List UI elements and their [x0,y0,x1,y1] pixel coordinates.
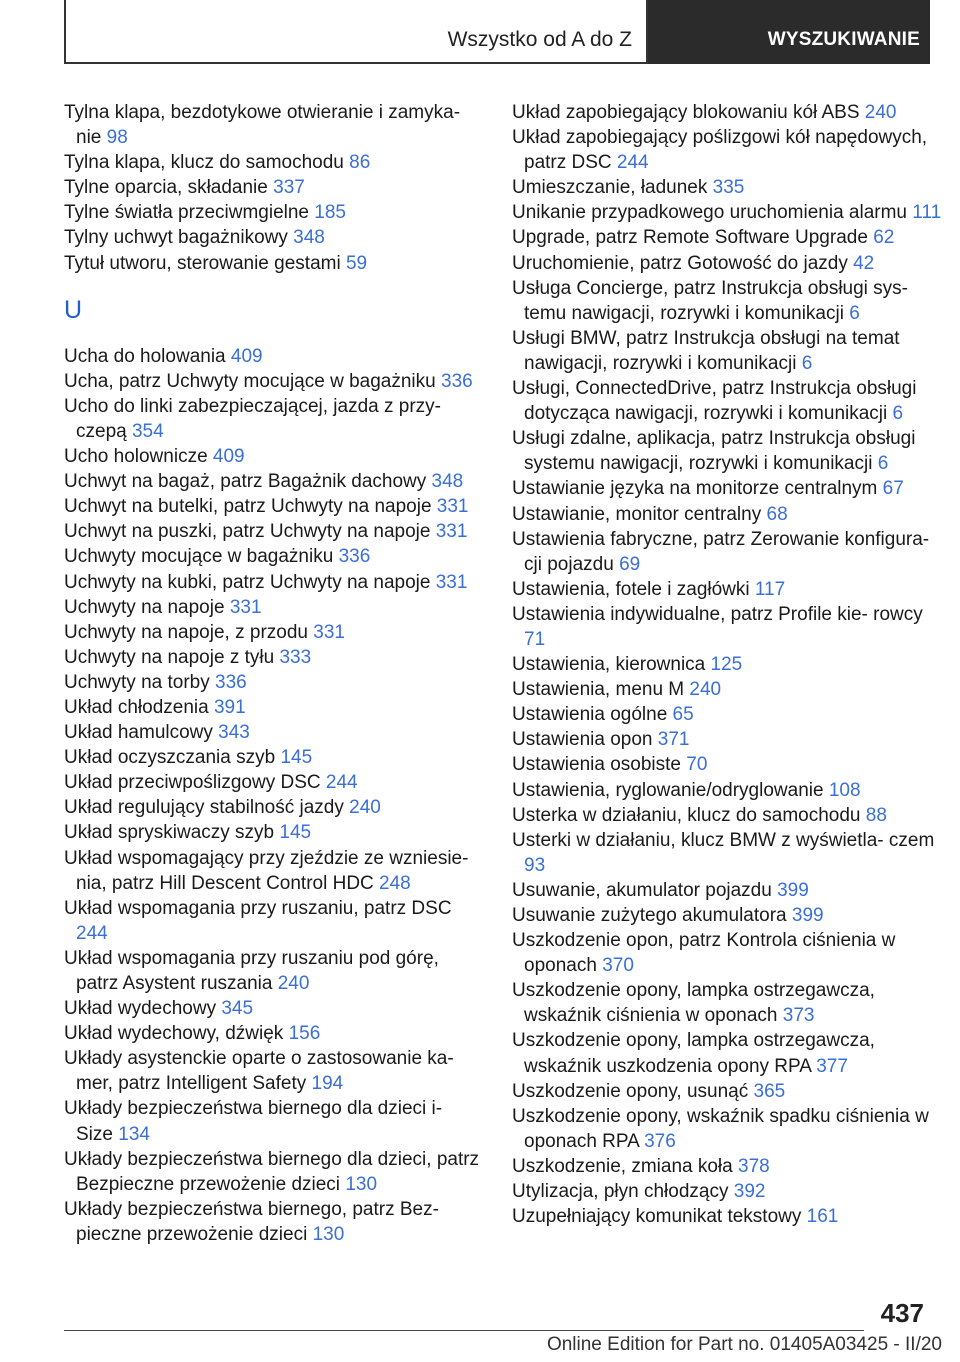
index-entry-text: Usterka w działaniu, klucz do samochodu [512,804,866,826]
index-entry-text: Układ wspomagania przy ruszaniu pod górę, patrz Asystent ruszania [64,947,439,994]
index-entry [64,996,484,1021]
page-reference-link[interactable]: 331 [313,621,345,643]
page-reference-link[interactable]: 336 [215,671,247,693]
index-entry [512,677,942,702]
index-entry-text: Uszkodzenie opony, lampka ostrzegawcza, wskaźnik ciśnienia w oponach [512,980,875,1027]
index-entry-text: Ustawianie języka na monitorze centralnym [512,478,883,500]
page-reference-link[interactable]: 365 [753,1080,786,1102]
index-entry [512,602,942,652]
index-entry [512,100,942,125]
page-reference-link[interactable]: 337 [273,177,305,199]
index-entry [512,1204,942,1229]
index-entry [512,803,942,828]
page-reference-link[interactable]: 331 [435,571,468,593]
index-entry [64,695,484,720]
page-reference-link[interactable]: 108 [828,779,861,801]
index-entry [512,502,942,527]
index-entry [64,946,484,996]
index-entry [512,1179,942,1204]
index-entry-text: Uchwyty na napoje [64,596,230,618]
index-entry [64,100,484,150]
page-reference-link[interactable]: 70 [686,754,708,776]
page-reference-link[interactable]: 65 [672,704,694,726]
index-entry-text: Utylizacja, płyn chłodzący [512,1181,734,1203]
index-entry-text: Uzupełniający komunikat tekstowy [512,1206,807,1228]
index-entry-text: Układy bezpieczeństwa biernego dla dzieci i- Size [64,1098,443,1145]
index-entry [64,1147,484,1197]
page-reference-link[interactable]: 6 [877,453,889,475]
page-reference-link[interactable]: 354 [131,420,164,442]
index-entry-text: Uszkodzenie opon, patrz Kontrola ciśnienia w oponach [512,930,896,977]
index-entry [64,795,484,820]
index-entry-text: Usługi BMW, patrz Instrukcja obsługi na temat nawigacji, rozrywki i komunikacji [512,327,900,374]
page-reference-link[interactable]: 348 [431,471,464,493]
index-entry [512,376,942,426]
index-entry-text: Uchwyt na bagaż, patrz Bagażnik dachowy [64,471,432,493]
page-number: 437 [880,1298,924,1328]
page-reference-link[interactable]: 331 [229,596,262,618]
index-entry-text: Ustawienia osobiste [512,754,687,776]
index-entry-text: Usługi zdalne, aplikacja, patrz Instrukcja obsługi systemu nawigacji, rozrywki i komunikacji [512,428,916,475]
footer-edition: Online Edition for Part no. 01405A03425 - II/20 [546,1334,942,1355]
index-entry [512,1028,942,1078]
page-reference-link[interactable]: 161 [806,1206,839,1228]
index-entry-text: Układy asystenckie oparte o zastosowanie ka- mer, patrz Intelligent Safety [64,1048,454,1095]
index-entry [64,344,484,369]
index-entry-text: Uchwyt na butelki, patrz Uchwyty na napoje [64,496,437,518]
index-entry [64,200,484,225]
page-reference-link[interactable]: 6 [892,403,904,425]
index-column-right [512,100,942,1229]
section-letter: U [64,295,83,324]
index-entry [64,645,484,670]
page-reference-link[interactable]: 409 [230,345,263,367]
index-entry [512,175,942,200]
index-entry [64,846,484,896]
index-entry-text: Tylna klapa, bezdotykowe otwieranie i zamyka- nie [64,102,461,149]
tab-search-label: WYSZUKIWANIE [767,29,920,50]
page-reference-link[interactable]: 345 [221,998,254,1020]
index-entry [64,770,484,795]
index-group-u-continued [512,100,942,1229]
index-entry [64,494,484,519]
index-entry-text: Uszkodzenie, zmiana koła [512,1155,738,1177]
page-reference-link[interactable]: 98 [106,127,128,149]
page-reference-link[interactable]: 130 [345,1173,378,1195]
page-reference-link[interactable]: 335 [712,177,745,199]
index-entry-text: Ustawienia, fotele i zagłówki [512,578,755,600]
index-entry-text: Układy bezpieczeństwa biernego, patrz Bez- pieczne przewożenie dzieci [64,1198,439,1245]
page-reference-link[interactable]: 130 [312,1223,345,1245]
index-entry [512,878,942,903]
index-entry-text: Układ regulujący stabilność jazdy [64,797,350,819]
tab-a-to-z-label: Wszystko od A do Z [447,28,632,51]
index-entry-text: Ustawienia fabryczne, patrz Zerowanie konfigura- cji pojazdu [512,528,930,575]
index-entry-text: Układ wspomagania przy ruszaniu, patrz DSC [64,897,452,919]
index-entry [64,670,484,695]
page-reference-link[interactable]: 348 [293,227,325,249]
page-reference-link[interactable]: 156 [288,1023,321,1045]
page-reference-link[interactable]: 244 [616,152,649,174]
index-entry-text: Tylna klapa, klucz do samochodu [64,152,350,174]
page-reference-link[interactable]: 93 [524,854,546,876]
index-entry [64,150,484,175]
index-entry-text: Usterki w działaniu, klucz BMW z wyświetla- czem [512,829,935,851]
index-entry-text: Układy bezpieczeństwa biernego dla dzieci, patrz Bezpieczne przewożenie dzieci [64,1148,480,1195]
page-reference-link[interactable]: 240 [689,679,722,701]
page-reference-link[interactable]: 69 [619,553,641,575]
page-reference-link[interactable]: 399 [791,905,824,926]
page-reference-link[interactable]: 111 [912,202,942,224]
index-entry-text: Ustawienia ogólne [512,704,673,726]
page-reference-link[interactable]: 62 [873,227,895,249]
index-entry-text: Usługa Concierge, patrz Instrukcja obsługi sys- temu nawigacji, rozrywki i komunikacji [512,277,909,324]
index-entry [64,175,484,200]
index-entry-text: Usuwanie zużytego akumulatora [512,905,792,926]
page-reference-link[interactable]: 343 [218,722,250,744]
page-reference-link[interactable]: 373 [782,1005,815,1027]
index-entry [512,125,942,175]
tab-a-to-z[interactable] [64,0,648,64]
index-entry-text: Tylne oparcia, składanie [64,177,274,199]
index-entry [512,828,942,878]
index-entry [64,1197,484,1247]
index-entry [64,1046,484,1096]
index-entry-text: Ustawienia indywidualne, patrz Profile kie- rowcy [512,603,923,625]
page-reference-link[interactable]: 331 [435,521,468,543]
page-reference-link[interactable]: 6 [801,352,813,374]
page-reference-link[interactable]: 134 [118,1123,150,1145]
footer-divider [64,1330,864,1331]
index-entry-text: Uszkodzenie opony, lampka ostrzegawcza, wskaźnik uszkodzenia opony RPA [512,1030,875,1077]
index-entry-text: Układ przeciwpoślizgowy DSC [64,772,326,794]
index-entry-text: Tylne światła przeciwmgielne [64,202,315,224]
index-entry-text: Ustawienia, menu M [512,679,690,701]
page-reference-link[interactable]: 185 [314,202,346,224]
index-entry-text: Upgrade, patrz Remote Software Upgrade [512,227,874,249]
index-entry [512,577,942,602]
index-entry [64,251,484,276]
index-entry-text: Uchwyty mocujące w bagażniku [64,546,339,568]
page-reference-link[interactable]: 6 [849,302,860,324]
page-reference-link[interactable]: 145 [280,747,313,769]
tab-search[interactable] [648,0,930,64]
index-entry-text: Uchwyty na napoje, z przodu [64,621,314,643]
page-reference-link[interactable]: 378 [738,1155,770,1177]
index-entry [512,702,942,727]
page-reference-link[interactable]: 145 [279,822,312,844]
index-entry-text: Ucha do holowania [64,345,231,367]
index-entry-text: Uruchomienie, patrz Gotowość do jazdy [512,252,854,274]
page-reference-link[interactable]: 125 [710,654,743,676]
index-entry [64,1096,484,1146]
index-entry [512,527,942,577]
index-entry [512,652,942,677]
index-entry [64,620,484,645]
index-entry-text: Układ oczyszczania szyb [64,747,281,769]
page-reference-link[interactable]: 376 [644,1130,676,1152]
index-entry [64,820,484,845]
index-entry-text: Usługi, ConnectedDrive, patrz Instrukcja obsługi dotycząca nawigacji, rozrywki i komunikacji [512,378,917,425]
page-reference-link[interactable]: 42 [853,252,875,274]
index-entry [512,1154,942,1179]
index-entry [64,444,484,469]
index-entry [64,469,484,494]
index-entry-text: Uchwyty na kubki, patrz Uchwyty na napoje [64,571,436,593]
page-reference-link[interactable]: 240 [349,797,381,819]
index-entry-text: Układ hamulcowy [64,722,219,744]
index-group-t [64,100,484,276]
index-entry [512,225,942,250]
index-entry [64,720,484,745]
index-entry [64,896,484,946]
index-entry [512,276,942,326]
page-reference-link[interactable]: 240 [864,102,897,123]
index-entry [512,978,942,1028]
page-reference-link[interactable]: 336 [441,370,473,392]
index-entry-text: Uchwyt na puszki, patrz Uchwyty na napoje [64,521,436,543]
index-entry [512,1079,942,1104]
page-reference-link[interactable]: 88 [865,804,887,826]
page-reference-link[interactable]: 392 [733,1181,766,1203]
index-entry [512,426,942,476]
index-entry-text: Ucho holownicze [64,446,213,468]
index-entry-text: Unikanie przypadkowego uruchomienia alarmu [512,202,913,224]
index-entry [512,903,942,928]
page-reference-link[interactable]: 371 [657,729,690,751]
index-column-left [64,100,484,1247]
page-reference-link[interactable]: 71 [524,628,546,650]
page-reference-link[interactable]: 59 [345,252,368,274]
index-entry-text: Ucho do linki zabezpieczającej, jazda z przy- czepą [64,395,442,442]
page-reference-link[interactable]: 331 [436,496,469,518]
index-entry [64,394,484,444]
index-entry-text: Uchwyty na torby [64,671,215,693]
index-entry [64,519,484,544]
index-entry-text: Układ zapobiegający poślizgowi kół napędowych, patrz DSC [512,127,928,174]
index-entry [512,251,942,276]
page-reference-link[interactable]: 194 [311,1073,344,1095]
page-reference-link[interactable]: 377 [816,1055,848,1077]
index-entry [512,778,942,803]
page-reference-link[interactable]: 409 [212,446,245,468]
page-reference-link[interactable]: 86 [349,152,371,174]
page-reference-link[interactable]: 391 [213,696,246,718]
index-entry-text: Uszkodzenie opony, wskaźnik spadku ciśnienia w oponach RPA [512,1105,929,1152]
index-entry [64,544,484,569]
index-entry [64,225,484,250]
index-entry [512,476,942,501]
index-entry-text: Ustawienia opon [512,729,658,751]
page-reference-link[interactable]: 336 [338,546,371,568]
index-entry-text: Ustawianie, monitor centralny [512,503,767,525]
index-entry-text: Układ wydechowy [64,998,222,1020]
index-entry [512,326,942,376]
index-entry [512,928,942,978]
page-reference-link[interactable]: 248 [379,872,411,894]
index-entry-text: Usuwanie, akumulator pojazdu [512,879,778,901]
index-entry-text: Uszkodzenie opony, usunąć [512,1080,754,1102]
page-reference-link[interactable]: 117 [754,578,786,600]
index-entry [64,595,484,620]
index-entry-text: Ucha, patrz Uchwyty mocujące w bagażniku [64,370,441,392]
index-entry [512,1104,942,1154]
index-entry-text: Układ chłodzenia [64,696,214,718]
index-entry-text: Tytuł utworu, sterowanie gestami [64,252,346,274]
page-reference-link[interactable]: 399 [777,879,809,901]
index-entry [64,369,484,394]
index-entry [512,727,942,752]
index-group-u [64,344,484,1247]
index-entry [64,1021,484,1046]
index-entry-text: Układ wspomagający przy zjeździe ze wzniesie- nia, patrz Hill Descent Control HDC [64,847,469,894]
index-entry-text: Umieszczanie, ładunek [512,177,713,199]
index-entry-text: Ustawienia, ryglowanie/odryglowanie [512,779,829,801]
index-entry-text: Układ zapobiegający blokowaniu kół ABS [512,102,865,123]
index-entry-text: Uchwyty na napoje z tyłu [64,646,280,668]
index-entry [64,745,484,770]
index-entry-text: Układ spryskiwaczy szyb [64,822,280,844]
index-entry [512,752,942,777]
page-reference-link[interactable]: 240 [277,973,310,994]
index-entry-text: Tylny uchwyt bagażnikowy [64,227,294,249]
index-entry [512,200,942,225]
page-reference-link[interactable]: 68 [766,503,788,525]
page-reference-link[interactable]: 244 [76,922,108,944]
page-reference-link[interactable]: 244 [325,772,358,794]
index-entry-text: Ustawienia, kierownica [512,654,711,676]
page-reference-link[interactable]: 333 [279,646,312,668]
page-header [64,0,930,64]
index-entry [64,570,484,595]
page-reference-link[interactable]: 67 [882,478,904,500]
index-entry-text: Układ wydechowy, dźwięk [64,1023,289,1045]
page-reference-link[interactable]: 370 [602,955,634,977]
